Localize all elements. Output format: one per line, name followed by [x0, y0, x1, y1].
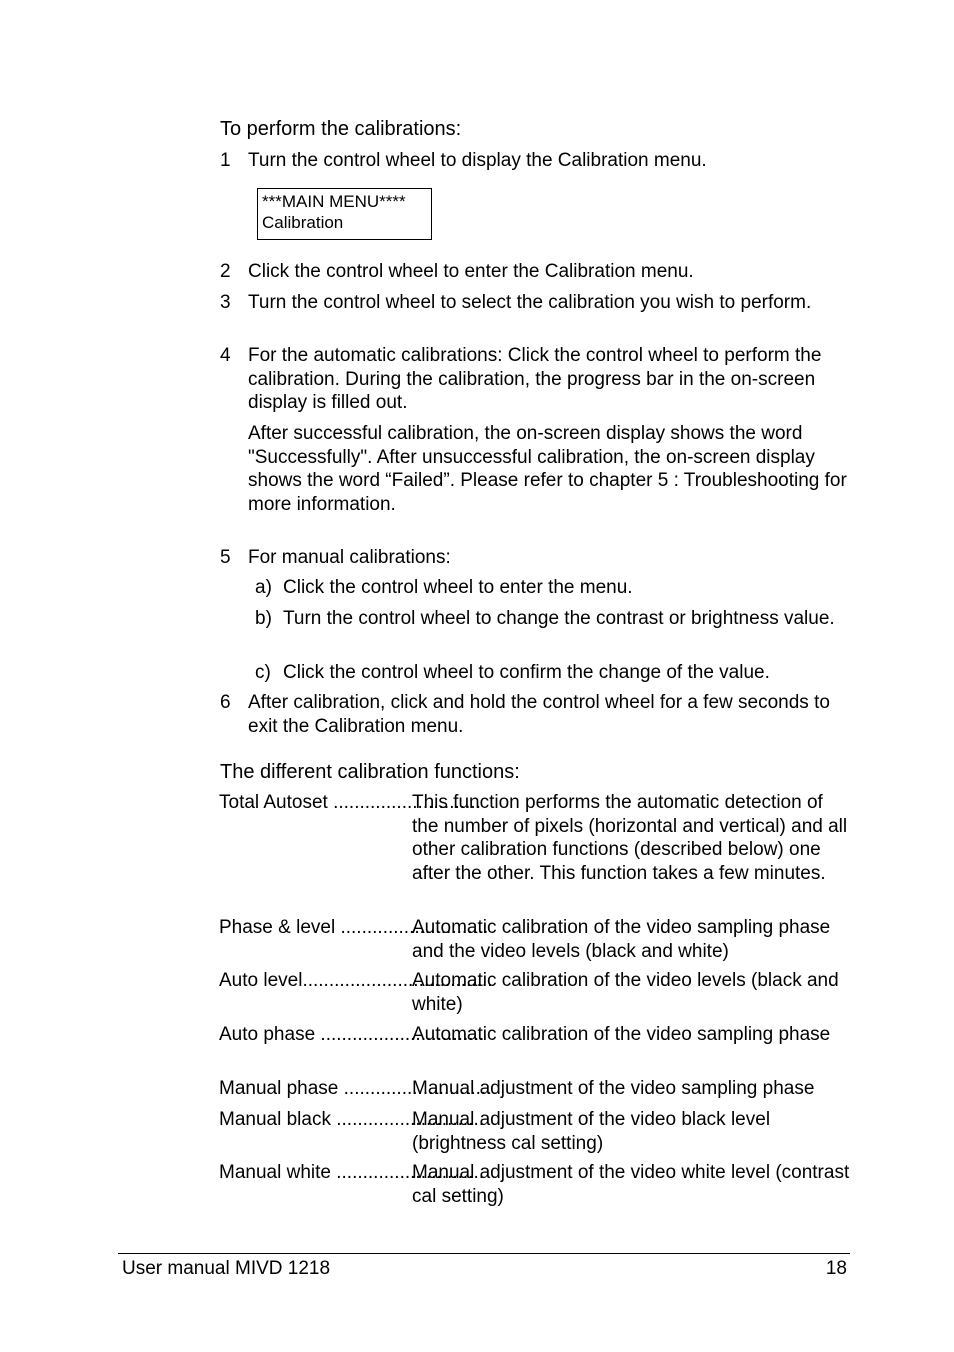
step-number: 2 [220, 261, 231, 282]
step-text: Turn the control wheel to display the Calibration menu. [248, 150, 707, 171]
step-number: 1 [220, 150, 231, 171]
step-text: For the automatic calibrations: Click the control wheel to perform the calibration. During the calibration, the progress bar in the on-screen display is filled out. [248, 345, 822, 413]
substep-label: c) [255, 662, 271, 683]
function-term: Auto phase ............................... [219, 1024, 485, 1045]
step-number: 4 [220, 345, 231, 366]
step-text: Click the control wheel to enter the Calibration menu. [248, 261, 694, 282]
function-term: Manual black ............................ [219, 1109, 485, 1130]
step-text: Turn the control wheel to select the calibration you wish to perform. [248, 292, 812, 313]
step-text: After calibration, click and hold the control wheel for a few seconds to exit the Calibration menu. [248, 692, 830, 737]
step-4-note: After successful calibration, the on-screen display shows the word "Successfully". After unsuccessful calibration, the on-screen display shows the word “Failed”. Please refer to chapter 5 : Troubleshooting for more information. [248, 423, 847, 515]
function-description: This function performs the automatic detection of the number of pixels (horizontal and vertical) and all other calibration functions (described below) one after the other. This function takes a few minutes. [412, 792, 848, 884]
function-description: Manual adjustment of the video black level (brightness cal setting) [412, 1109, 771, 1154]
menu-box-title: ***MAIN MENU**** [262, 192, 406, 211]
function-term: Manual white ............................ [219, 1162, 485, 1183]
function-description: Manual adjustment of the video white level (contrast cal setting) [412, 1162, 850, 1207]
footer-title: User manual MIVD 1218 [122, 1258, 331, 1279]
function-description: Automatic calibration of the video levels (black and white) [412, 970, 839, 1015]
page-number: 18 [825, 1258, 847, 1279]
menu-box-item: Calibration [262, 213, 344, 232]
substep-text: Click the control wheel to enter the menu. [283, 577, 633, 598]
substep-label: a) [255, 577, 272, 598]
function-term: Phase & level ............................ [219, 917, 489, 938]
function-description: Automatic calibration of the video sampling phase [412, 1024, 831, 1045]
section-heading-perform: To perform the calibrations: [220, 118, 462, 140]
function-description: Manual adjustment of the video sampling phase [412, 1078, 815, 1099]
substep-text: Turn the control wheel to change the contrast or brightness value. [283, 608, 835, 629]
step-text: For manual calibrations: [248, 547, 451, 568]
step-number: 6 [220, 692, 231, 713]
footer-rule [118, 1253, 850, 1254]
function-term: Auto level.................................... [219, 970, 493, 991]
substep-text: Click the control wheel to confirm the change of the value. [283, 662, 770, 683]
substep-label: b) [255, 608, 272, 629]
step-number: 5 [220, 547, 231, 568]
function-term: Total Autoset ............................ [219, 792, 481, 813]
section-heading-functions: The different calibration functions: [220, 761, 520, 783]
step-number: 3 [220, 292, 231, 313]
function-term: Manual phase ............................ [219, 1078, 492, 1099]
function-description: Automatic calibration of the video sampling phase and the video levels (black and white) [412, 917, 831, 962]
main-menu-box [257, 188, 432, 240]
